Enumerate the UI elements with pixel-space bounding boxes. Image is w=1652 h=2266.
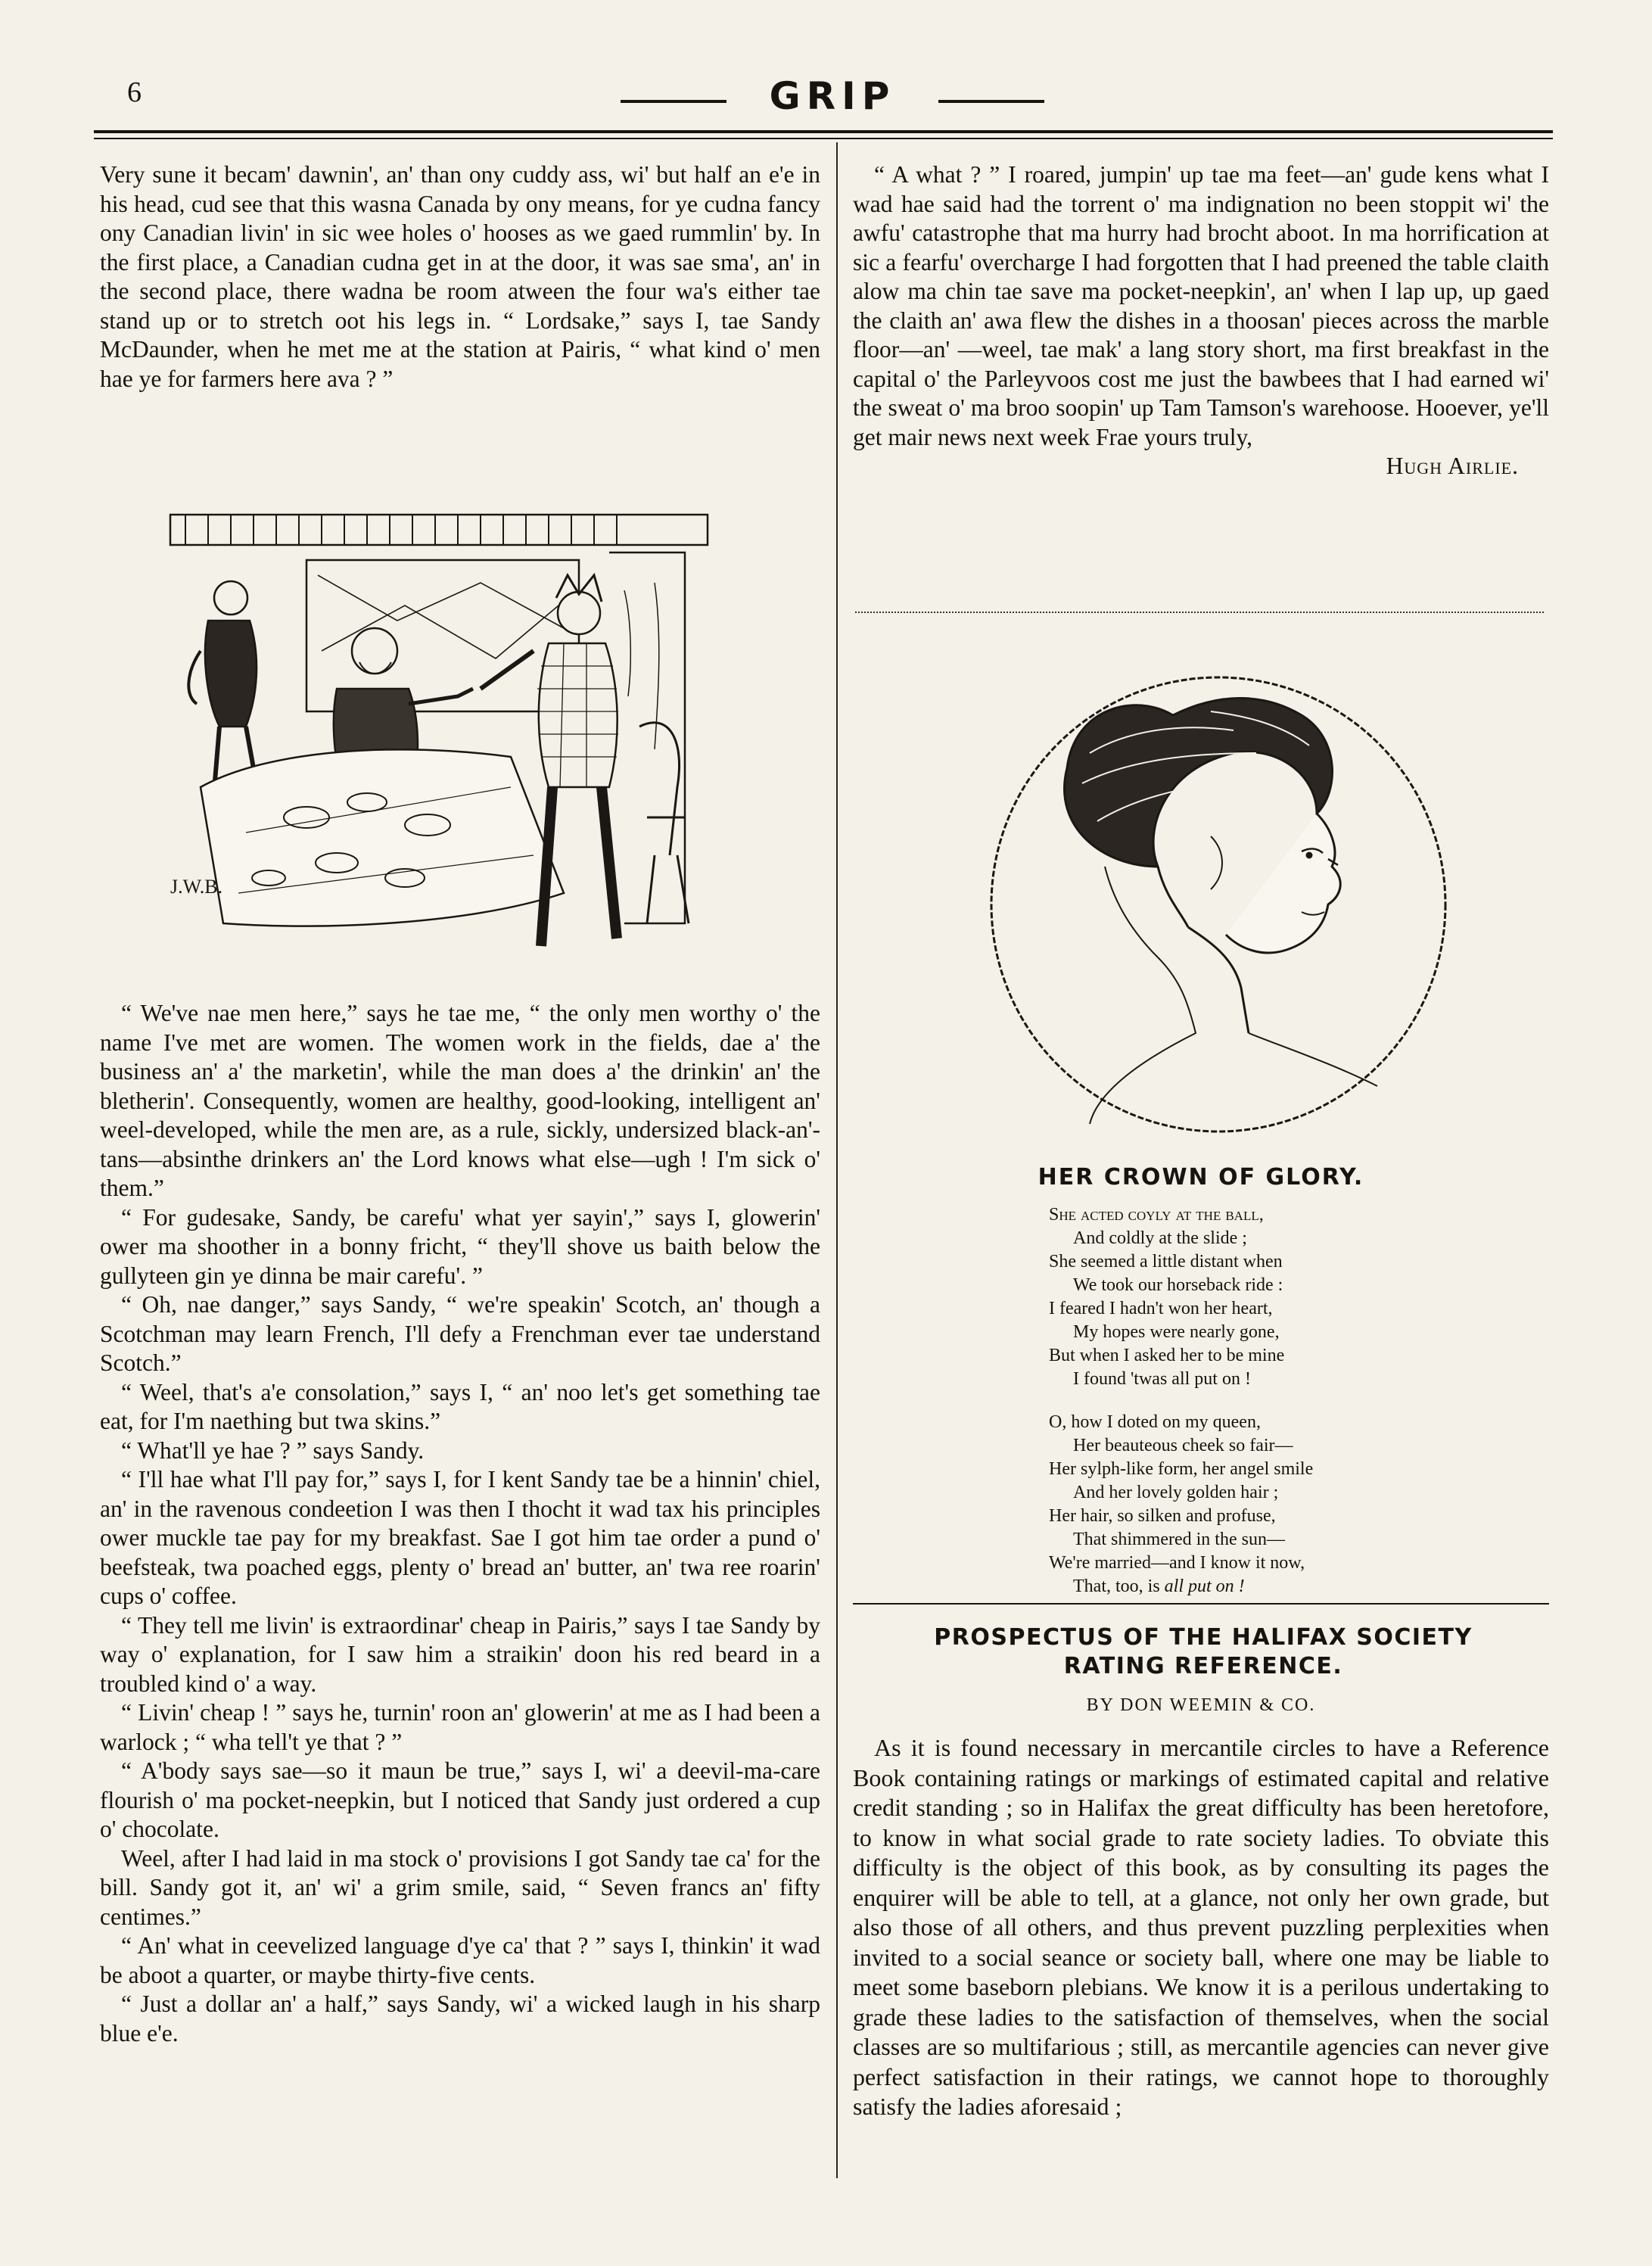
paragraph: “ Oh, nae danger,” says Sandy, “ we're speakin' Scotch, an' though a Scotchman may learn French, I'll defy a Frenchman ever tae understand Scotch.” [100, 1291, 820, 1376]
poem-line: And coldly at the slide ; [1073, 1228, 1247, 1248]
masthead [621, 74, 1044, 120]
paragraph: “ We've nae men here,” says he tae me, “ the only men worthy o' the name I've met are women. The women work in the fields, dae a' the business an' a' the marketin', while the man does a' the drinkin' an' the bletherin'. Consequently, women are healthy, good-looking, intelligent an' weel-developed, while the men are, as a rule, sickly, undersized black-an'-tans—absinthe drinkers an' the Lord knows what else—ugh ! I'm sick o' them.” [100, 1000, 820, 1201]
paragraph: Weel, after I had laid in ma stock o' provisions I got Sandy tae ca' for the bill. Sandy got it, an' wi' a grim smile, said, “ Seven francs an' fifty centimes.” [100, 1844, 820, 1930]
poem-title: HER CROWN OF GLORY. [1038, 1164, 1364, 1191]
poem-line: O, how I doted on my queen, [1049, 1412, 1261, 1432]
prospectus-title [863, 1623, 1544, 1681]
left-column-top [100, 160, 820, 394]
paragraph: “ A what ? ” I roared, jumpin' up tae ma feet—an' gude kens what I wad hae said had the torrent o' ma indignation no been stoppit wi' the awfu' catastrophe that ma hurry had brocht aboot. In ma horrification at sic a fearfu' overcharge I had forgotten that I had preened the table claith alow ma chin tae save ma pocket-neepkin', an' when I lap up, up gaed the claith an' awa flew the dishes in a thoosan' pieces across the marble floor—an' —weel, tae mak' a lang story short, ma first breakfast in the capital o' the Parleyvoos cost me just the bawbees that I had earned wi' the sweat o' ma broo soopin' up Tam Tamson's warehoose. Hooever, ye'll get mair news next week Frae yours truly, [853, 161, 1549, 450]
prospectus-body [853, 1733, 1549, 2122]
poem-line: That shimmered in the sun— [1073, 1530, 1285, 1549]
poem-stanza-2 [1049, 1411, 1503, 1598]
paragraph: “ For gudesake, Sandy, be carefu' what yer sayin',” says I, glowerin' ower ma shoother in a bonny fricht, “ they'll shove us baith below the gullyteen gin ye dinna be mair carefu'. ” [100, 1203, 820, 1289]
masthead-title: GRIP [769, 74, 896, 118]
restaurant-illustration [155, 500, 723, 976]
poem-line [1049, 1575, 1503, 1598]
section-rule [853, 1603, 1549, 1605]
paragraph: “ Just a dollar an' a half,” says Sandy, wi' a wicked laugh in his sharp blue e'e. [100, 1991, 820, 2047]
paragraph: “ They tell me livin' is extraordinar' cheap in Pairis,” says I tae Sandy by way o' explanation, for I saw him a straikin' doon his red beard in a troubled kind o' a way. [100, 1611, 820, 1697]
right-column-top [853, 160, 1549, 481]
masthead-rule-right [938, 100, 1044, 103]
paragraph: “ Weel, that's a'e consolation,” says I, “ an' noo let's get something tae eat, for I'm naething but twa skins.” [100, 1378, 820, 1434]
paragraph: Very sune it becam' dawnin', an' than ony cuddy ass, wi' but half an e'e in his head, cud see that this wasna Canada by ony means, for ye cudna fancy ony Canadian livin' in sic wee holes o' hooses as we gaed rummlin' by. In the first place, a Canadian cudna get in at the door, it was sae sma', an' in the second place, there wadna be room atween the four wa's either tae stand up or to stretch oot his legs in. “ Lordsake,” says I, tae Sandy McDaunder, when he met me at the station at Pairis, “ what kind o' men hae ye for farmers here ava ? ” [100, 161, 820, 392]
left-column-continued [100, 999, 820, 2048]
poem-line: I found 'twas all put on ! [1073, 1369, 1251, 1389]
poem [1049, 1203, 1503, 1598]
poem-line: She seemed a little distant when [1049, 1252, 1283, 1272]
paragraph: “ What'll ye hae ? ” says Sandy. [121, 1436, 425, 1464]
poem-line: I feared I hadn't won her heart, [1049, 1299, 1273, 1318]
header-rule-thick [94, 130, 1553, 133]
paragraph: “ A'body says sae—so it maun be true,” says I, wi' a deevil-ma-care flourish o' ma pocket-neepkin, but I noticed that Sandy just ordered a cup o' chocolate. [100, 1757, 820, 1842]
header-rule-thin [94, 138, 1553, 139]
poem-line [1049, 1203, 1503, 1227]
poem-italic-ending: all put on ! [1164, 1577, 1245, 1596]
author-signature: Hugh Airlie. [1386, 453, 1519, 479]
poem-line: But when I asked her to be mine [1049, 1346, 1285, 1365]
poem-line-text: She acted coyly at the ball, [1049, 1205, 1264, 1225]
poem-stanza-1 [1049, 1203, 1503, 1391]
prospectus-byline: BY DON WEEMIN & CO. [1086, 1695, 1316, 1715]
poem-line: Her sylph-like form, her angel smile [1049, 1459, 1314, 1479]
paragraph: “ I'll hae what I'll pay for,” says I, for I kent Sandy tae be a hinnin' chiel, an' in the ravenous condeetion I was then I thocht it wad tax his principles ower muckle tae pay for my breakfast. Sae I got him tae order a pund o' beefsteak, twa poached eggs, plenty o' bread an' butter, an' twa ree roarin' cups o' coffee. [100, 1466, 820, 1609]
poem-line: Her beauteous cheek so fair— [1073, 1436, 1293, 1455]
poem-line: Her hair, so silken and profuse, [1049, 1506, 1276, 1526]
column-divider [836, 142, 838, 2178]
poem-line-text: That, too, is [1073, 1577, 1160, 1596]
poem-line: My hopes were nearly gone, [1073, 1322, 1280, 1342]
paragraph: “ An' what in ceevelized language d'ye ca' that ? ” says I, thinkin' it wad be aboot a quarter, or maybe thirty-five cents. [100, 1932, 820, 1988]
page-number: 6 [127, 76, 142, 108]
woman-portrait-illustration [984, 640, 1453, 1139]
poem-line: We're married—and I know it now, [1049, 1553, 1305, 1573]
poem-line: We took our horseback ride : [1073, 1275, 1283, 1295]
svg-text:J.W.B.: J.W.B. [170, 876, 223, 898]
dotted-separator [855, 612, 1544, 613]
prospectus-title-line-2: RATING REFERENCE. [1063, 1653, 1343, 1679]
paragraph: “ Livin' cheap ! ” says he, turnin' roon an' glowerin' at me as I had been a warlock ; “ wha tell't ye that ? ” [100, 1699, 820, 1755]
prospectus-title-line-1: PROSPECTUS OF THE HALIFAX SOCIETY [934, 1624, 1473, 1651]
poem-line: And her lovely golden hair ; [1073, 1483, 1279, 1502]
paragraph: As it is found necessary in mercantile circles to have a Reference Book containing ratings or markings of estimated capital and relative credit standing ; so in Halifax the great difficulty has been heretofore, to know in what social grade to rate society ladies. To obviate this difficulty is the object of this book, as by consulting its pages the enquirer will be able to tell, at a glance, not only her own grade, but also those of all others, and thus prevent puzzling perplexities when invited to a social seance or society ball, where one may be liable to meet some baseborn plebians. We know it is a perilous undertaking to grade these ladies to the satisfaction of themselves, when the social classes are so multifarious ; still, as mercantile agencies can never give perfect satisfaction in their ratings, we cannot hope to thoroughly satisfy the ladies aforesaid ; [853, 1734, 1549, 2120]
